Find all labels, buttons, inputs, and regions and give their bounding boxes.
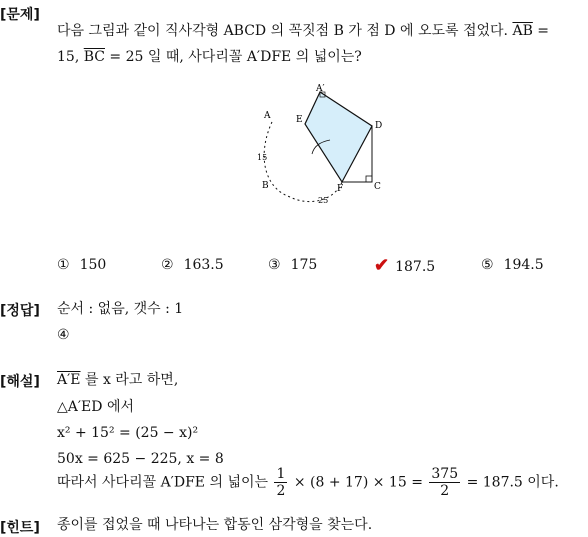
explanation-heading: [해설]: [0, 374, 40, 390]
explanation-line-4: 50x = 625 − 225, x = 8: [57, 451, 224, 467]
choice-3-number: ③: [268, 257, 281, 273]
problem-line-1-text: 다음 그림과 같이 직사각형 ABCD 의 꼭짓점 B 가 점 D 에 오도록 접었다.: [57, 23, 508, 39]
choice-2-number: ②: [161, 257, 174, 273]
fraction-1-denominator: 2: [276, 483, 286, 499]
explanation-line-5: [57, 466, 559, 499]
problem-ab-value: 15,: [57, 49, 80, 65]
label-b: B: [262, 181, 269, 191]
label-a: A: [264, 111, 271, 121]
answer-line-2: ④: [57, 327, 70, 343]
problem-line-2-text: = 25 일 때, 사다리꼴 A′DFE 의 넓이는?: [104, 49, 362, 65]
explanation-line-5-result: = 187.5 이다.: [466, 474, 559, 491]
segment-ab: $\overline{AB}$: [512, 23, 533, 39]
fraction-2-denominator: 2: [440, 483, 450, 499]
checkmark-icon: ✔: [374, 255, 390, 276]
equals-sign: =: [532, 23, 550, 39]
explanation-line-1-text: 를 x 라고 하면,: [80, 372, 179, 388]
length-25: 25: [318, 196, 329, 205]
answer-heading: [정답]: [0, 303, 40, 319]
answer-line-1: 순서 : 없음, 갯수 : 1: [57, 301, 184, 317]
choice-2[interactable]: [161, 257, 224, 273]
explanation-line-5-middle: × (8 + 17) × 15 =: [293, 474, 423, 491]
segment-a-prime-e: A′E: [57, 372, 81, 388]
label-e: E: [296, 115, 303, 125]
fraction-one-half: [274, 466, 287, 499]
choice-3[interactable]: [268, 257, 317, 273]
explanation-line-2: △A′ED 에서: [57, 399, 134, 415]
hint-text: 종이를 접었을 때 나타나는 합동인 삼각형을 찾는다.: [57, 517, 373, 533]
choice-1-value: 150: [79, 257, 107, 273]
folded-rectangle-figure: [250, 82, 390, 212]
problem-heading: [문제]: [0, 7, 40, 23]
choice-5[interactable]: [481, 257, 544, 273]
fraction-375-over-2: [429, 466, 460, 499]
choice-1-number: ①: [57, 257, 70, 273]
explanation-line-3: x² + 15² = (25 − x)²: [57, 425, 199, 441]
choice-3-value: 175: [290, 257, 318, 273]
label-f: F: [337, 184, 344, 194]
segment-bc: $\overline{BC}$: [83, 49, 105, 65]
choice-2-value: 163.5: [183, 257, 224, 273]
choice-1[interactable]: [57, 257, 106, 273]
label-c: C: [374, 182, 381, 192]
hint-heading: [힌트]: [0, 520, 40, 536]
fraction-2-numerator: 375: [431, 466, 459, 482]
trapezoid-fill: [305, 92, 372, 182]
explanation-line-1: [57, 370, 178, 390]
choice-5-value: 194.5: [503, 257, 544, 273]
choice-5-number: ⑤: [481, 257, 494, 273]
label-a-prime: A′: [316, 84, 325, 94]
problem-line-2: [57, 47, 362, 67]
label-d: D: [375, 121, 383, 131]
fraction-1-numerator: 1: [276, 466, 286, 482]
choice-4-value: 187.5: [395, 259, 436, 275]
right-angle-c: [366, 176, 372, 182]
choice-4[interactable]: [374, 255, 435, 276]
problem-line-1: [57, 21, 549, 41]
length-15: 15: [257, 153, 268, 162]
explanation-line-5-text: 따라서 사다리꼴 A′DFE 의 넓이는: [57, 474, 269, 491]
